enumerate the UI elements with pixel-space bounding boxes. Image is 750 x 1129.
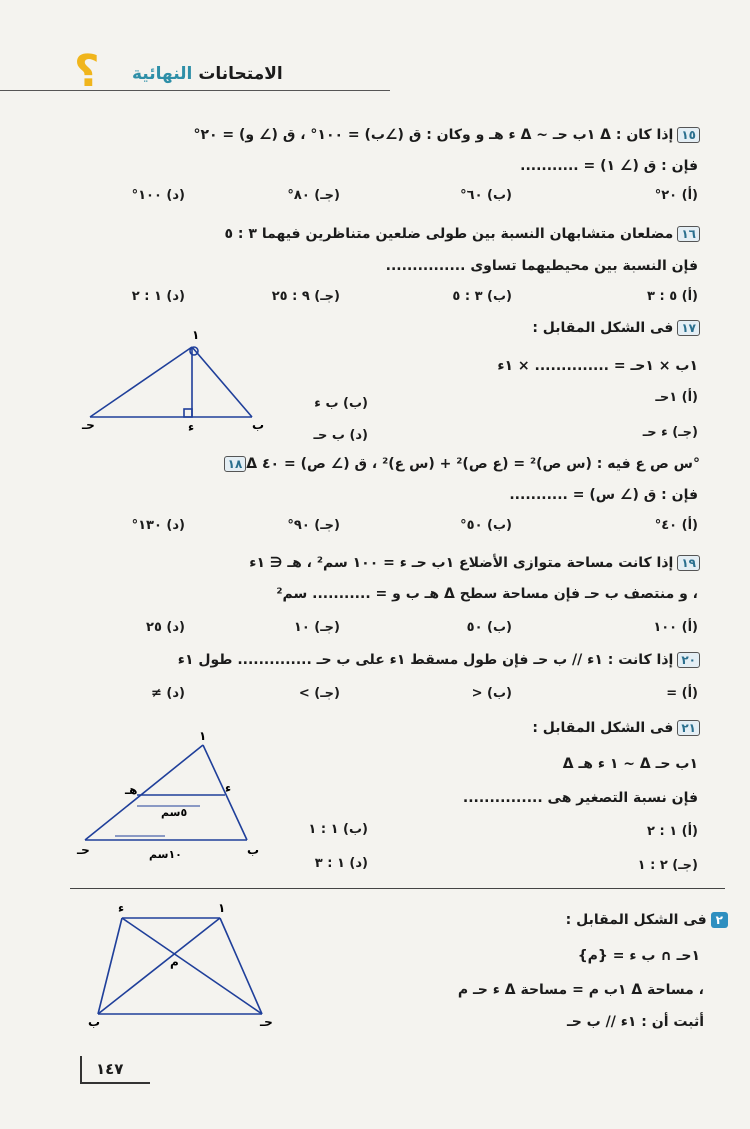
q16-line1 xyxy=(225,226,701,242)
q16-opt-c: (جـ) ٩ : ٢٥ xyxy=(271,289,340,304)
section-divider xyxy=(70,888,725,889)
fig21-similar-triangles xyxy=(75,730,275,865)
q19-line2: ، و منتصف ب حـ فإن مساحة سطح Δ هـ ب و = ........... سم² xyxy=(276,586,698,602)
q19-opt-a: (أ) ١٠٠ xyxy=(653,620,698,635)
q16-opt-d: (د) ١ : ٢ xyxy=(131,289,185,304)
problem2-line4: أثبت أن : ١ء // ب حـ xyxy=(566,1014,704,1030)
q18-line1 xyxy=(220,456,700,472)
q16-opt-a: (أ) ٥ : ٣ xyxy=(646,289,698,304)
q21-opt-a: (أ) ١ : ٢ xyxy=(646,824,698,839)
problem2-number: ٢ xyxy=(711,912,728,928)
q19-line1 xyxy=(249,555,700,571)
fig2-label-m: م xyxy=(170,955,179,969)
fig2-label-d: ء xyxy=(118,901,125,915)
q17-opt-b: (ب) ب ء xyxy=(314,396,368,411)
q15-text: إذا كان : Δ ١ب حـ ~ Δ ء هـ و وكان : ق (∠ب) = ١٠٠° ، ق (∠ و) = ٢٠° xyxy=(193,127,674,143)
q17-opt-a: (أ) ١حـ xyxy=(655,390,698,405)
q18-text: Δ س ص ع فيه : (س ص)² = (ع ص)² + (س ع)² ، ق (∠ ص) = ٤٠° xyxy=(246,456,700,472)
q20-opt-b: (ب) < xyxy=(471,686,512,701)
q20-opt-a: (أ) = xyxy=(666,686,698,701)
q20-text: إذا كانت : ١ء // ب حـ فإن طول مسقط ١ء على ب حـ .............. طول ١ء xyxy=(177,652,674,668)
q21-line2: Δ ١ ء هـ ~ Δ ١ب حـ xyxy=(562,756,698,772)
fig21-label-e: هـ xyxy=(125,783,138,797)
problem2-heading: فى الشكل المقابل : xyxy=(565,912,707,928)
q17-text: فى الشكل المقابل : xyxy=(532,320,674,336)
fig21-small-length: ٥سم xyxy=(161,806,188,819)
fig21-label-b: ب xyxy=(247,843,260,857)
fig17-label-c: حـ xyxy=(82,418,95,432)
q20-opt-d: (د) ≠ xyxy=(151,686,185,701)
q15-opt-d: (د) ١٠٠° xyxy=(131,188,185,203)
fig17-right-triangle xyxy=(80,325,290,435)
q16-opt-b: (ب) ٣ : ٥ xyxy=(452,289,512,304)
fig2-label-b: ب xyxy=(88,1015,101,1028)
page-number: ١٤٧ xyxy=(96,1060,124,1078)
q21-line3: فإن نسبة التصغير هى ............... xyxy=(462,790,698,806)
problem2-line1 xyxy=(566,912,728,928)
q19-text: إذا كانت مساحة متوازى الأضلاع ١ب حـ ء = ١٠٠ سم² ، هـ ∈ ١ء xyxy=(249,555,674,571)
q16-number: ١٦ xyxy=(677,226,700,242)
q18-line2: فإن : ق (∠ س) = ........... xyxy=(509,487,698,503)
q19-opt-d: (د) ٢٥ xyxy=(146,620,185,635)
q16-line2: فإن النسبة بين محيطيهما تساوى ............... xyxy=(385,258,698,274)
header-rule xyxy=(0,90,390,91)
page-title xyxy=(132,64,283,84)
q15-opt-b: (ب) ٦٠° xyxy=(460,188,512,203)
header xyxy=(0,40,750,100)
q17-number: ١٧ xyxy=(677,320,700,336)
q19-opt-b: (ب) ٥٠ xyxy=(466,620,512,635)
q20-line1 xyxy=(178,652,700,668)
fig21-label-c: حـ xyxy=(77,843,90,857)
fig17-label-a: ١ xyxy=(192,328,200,342)
title-part1: الامتحانات xyxy=(198,64,283,84)
q15-number: ١٥ xyxy=(677,127,700,143)
title-part2: النهائية xyxy=(132,64,193,84)
q18-opt-b: (ب) ٥٠° xyxy=(460,518,512,533)
fig2-label-a: ١ xyxy=(218,901,226,915)
problem2-line3: ، مساحة Δ ١ب م = مساحة Δ ء حـ م xyxy=(457,982,704,998)
q18-opt-c: (جـ) ٩٠° xyxy=(287,518,340,533)
q21-opt-b: (ب) ١ : ١ xyxy=(308,822,368,837)
q15-line2: فإن : ق (∠ ١) = ........... xyxy=(520,158,698,174)
q17-line1 xyxy=(532,320,700,336)
q19-opt-c: (جـ) ١٠ xyxy=(293,620,340,635)
q18-number: ١٨ xyxy=(224,456,247,472)
q21-text: فى الشكل المقابل : xyxy=(532,720,674,736)
fig17-label-d: ء xyxy=(188,420,195,434)
q19-number: ١٩ xyxy=(677,555,700,571)
q17-line2: ١ب × ١حـ = .............. × ١ء xyxy=(497,358,698,374)
fig21-big-length: ١٠سم xyxy=(149,848,182,861)
problem2-line2: ١حـ ∩ ب ء = {م} xyxy=(577,948,700,964)
q15-opt-c: (جـ) ٨٠° xyxy=(287,188,340,203)
q21-number: ٢١ xyxy=(677,720,700,736)
q20-number: ٢٠ xyxy=(677,652,700,668)
question-mark-logo: ؟ xyxy=(74,46,100,97)
fig2-label-c: حـ xyxy=(260,1015,273,1028)
fig21-label-a: ١ xyxy=(199,730,207,743)
q21-opt-d: (د) ١ : ٣ xyxy=(314,856,368,871)
q18-opt-d: (د) ١٣٠° xyxy=(131,518,185,533)
q15-opt-a: (أ) ٢٠° xyxy=(654,188,698,203)
q18-opt-a: (أ) ٤٠° xyxy=(654,518,698,533)
q21-opt-c: (جـ) ٢ : ١ xyxy=(637,858,698,873)
fig17-label-b: ب xyxy=(252,418,265,432)
q20-opt-c: (جـ) > xyxy=(298,686,340,701)
q15-line1 xyxy=(193,127,700,143)
fig2-trapezoid xyxy=(80,898,280,1028)
q21-line1 xyxy=(532,720,700,736)
q17-opt-c: (جـ) ء حـ xyxy=(642,425,698,440)
fig21-label-d: ء xyxy=(225,781,232,795)
q17-opt-d: (د) ب حـ xyxy=(313,428,368,443)
q16-text: مضلعان متشابهان النسبة بين طولى ضلعين متناظرين فيهما ٣ : ٥ xyxy=(224,226,674,242)
